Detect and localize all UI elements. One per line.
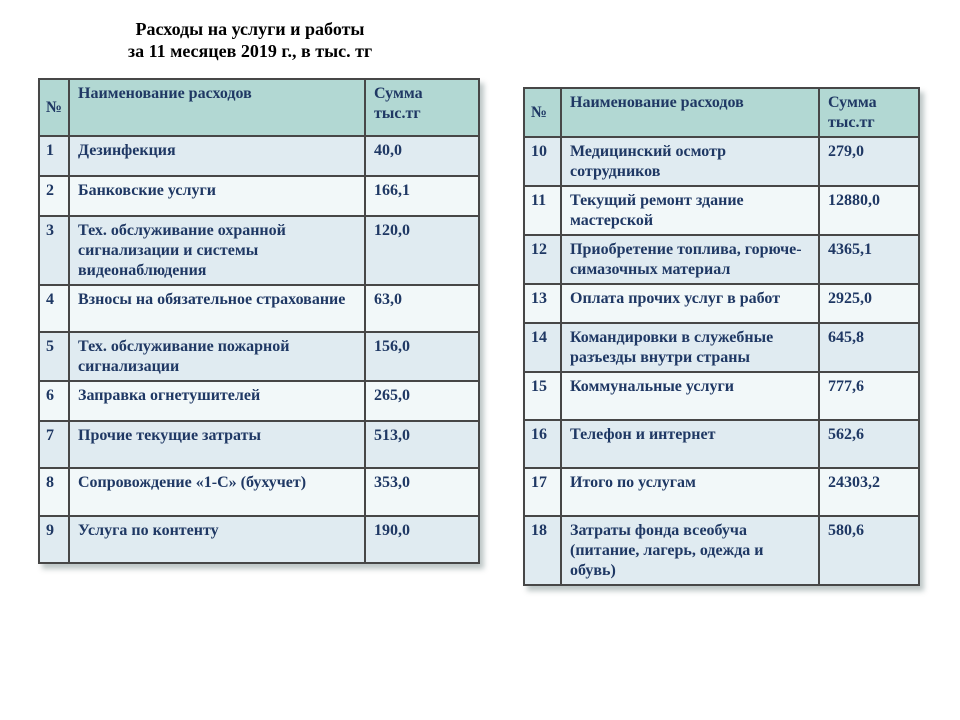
expense-name: Затраты фонда всеобуча (питание, лагерь, одежда и обувь) [561,516,819,585]
expense-name: Коммунальные услуги [561,372,819,420]
row-number: 7 [39,421,69,468]
table-row [39,421,479,468]
row-number: 15 [524,372,561,420]
table-row [524,137,919,186]
row-number: 6 [39,381,69,421]
row-number: 5 [39,332,69,381]
column-header-name: Наименование расходов [561,88,819,137]
row-number: 11 [524,186,561,235]
table-row [39,136,479,176]
expense-name: Оплата прочих услуг в работ [561,284,819,323]
expense-sum: 166,1 [365,176,479,216]
expenses-table-right [523,87,920,586]
row-number: 16 [524,420,561,468]
expense-sum: 353,0 [365,468,479,516]
table-row [524,372,919,420]
table-row [524,284,919,323]
expense-sum: 12880,0 [819,186,919,235]
expense-name: Медицинский осмотр сотрудников [561,137,819,186]
expense-name: Услуга по контенту [69,516,365,563]
expense-name: Банковские услуги [69,176,365,216]
expense-name: Сопровождение «1-С» (бухучет) [69,468,365,516]
row-number: 1 [39,136,69,176]
expense-name: Приобретение топлива, горюче-симазочных материал [561,235,819,284]
table-row [524,516,919,585]
row-number: 2 [39,176,69,216]
expense-name: Телефон и интернет [561,420,819,468]
expense-sum: 40,0 [365,136,479,176]
expense-sum: 580,6 [819,516,919,585]
expense-sum: 63,0 [365,285,479,332]
expense-sum: 265,0 [365,381,479,421]
table-row [39,216,479,285]
table-row [524,468,919,516]
page-title-line2: за 11 месяцев 2019 г., в тыс. тг [127,41,373,61]
expense-sum: 279,0 [819,137,919,186]
expense-name: Тех. обслуживание охранной сигнализации и системы видеонаблюдения [69,216,365,285]
table-row [39,381,479,421]
table-row [524,186,919,235]
table-row [39,285,479,332]
row-number: 9 [39,516,69,563]
expense-name: Взносы на обязательное страхование [69,285,365,332]
expense-sum: 2925,0 [819,284,919,323]
expense-sum: 156,0 [365,332,479,381]
expense-name: Тех. обслуживание пожарной сигнализации [69,332,365,381]
table-row [39,468,479,516]
table-row [524,235,919,284]
row-number: 4 [39,285,69,332]
row-number: 3 [39,216,69,285]
column-header-sum: Сумма тыс.тг [365,79,479,136]
page-title [100,18,400,62]
table-row [39,516,479,563]
column-header-number: № [39,79,69,136]
expense-name: Заправка огнетушителей [69,381,365,421]
column-header-name: Наименование расходов [69,79,365,136]
expense-sum: 190,0 [365,516,479,563]
table-row [524,323,919,372]
row-number: 12 [524,235,561,284]
expense-sum: 120,0 [365,216,479,285]
column-header-sum: Сумма тыс.тг [819,88,919,137]
column-header-number: № [524,88,561,137]
row-number: 17 [524,468,561,516]
expense-name: Текущий ремонт здание мастерской [561,186,819,235]
expense-name: Итого по услугам [561,468,819,516]
expense-sum: 777,6 [819,372,919,420]
expense-name: Дезинфекция [69,136,365,176]
expense-sum: 645,8 [819,323,919,372]
table-header-row [524,88,919,137]
row-number: 10 [524,137,561,186]
expenses-table-left [38,78,480,564]
table-row [524,420,919,468]
table-row [39,332,479,381]
page-title-line1: Расходы на услуги и работы [135,19,365,39]
expense-sum: 513,0 [365,421,479,468]
expense-name: Прочие текущие затраты [69,421,365,468]
expense-sum: 562,6 [819,420,919,468]
table-header-row [39,79,479,136]
table-row [39,176,479,216]
expense-sum: 24303,2 [819,468,919,516]
expense-sum: 4365,1 [819,235,919,284]
expense-name: Командировки в служебные разъезды внутри страны [561,323,819,372]
row-number: 18 [524,516,561,585]
row-number: 14 [524,323,561,372]
row-number: 8 [39,468,69,516]
row-number: 13 [524,284,561,323]
